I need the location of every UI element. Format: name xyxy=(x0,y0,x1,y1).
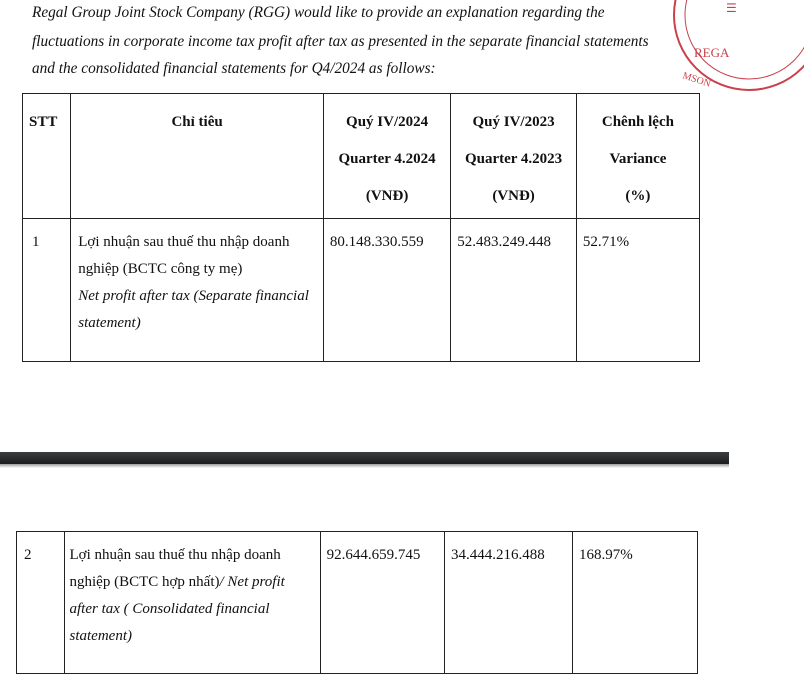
header-chi-tieu: Chỉ tiêu xyxy=(71,94,324,219)
row-2-label-vi: Lợi nhuận sau thuế thu nhập doanh nghiệp (BCTC hợp nhất) xyxy=(69,547,281,590)
header-quarter-2024 xyxy=(323,94,450,219)
company-seal-stamp xyxy=(654,0,804,90)
seal-text-bottom: MSON xyxy=(681,70,712,90)
row-1-label-en: Net profit after tax (Separate financial statement) xyxy=(78,288,309,331)
header-quarter-2023 xyxy=(451,94,577,219)
header-q2023-unit: (VNĐ) xyxy=(492,188,535,204)
table-row xyxy=(23,219,700,362)
header-q2024-vi: Quý IV/2024 xyxy=(346,114,429,130)
profit-table-part-1 xyxy=(22,93,700,362)
row-2-q2023: 34.444.216.488 xyxy=(444,532,572,674)
row-2-stt: 2 xyxy=(17,532,65,674)
header-q2024-unit: (VNĐ) xyxy=(365,188,409,204)
header-q2023-vi: Quý IV/2023 xyxy=(472,114,555,130)
row-1-q2023: 52.483.249.448 xyxy=(451,219,577,362)
header-variance xyxy=(576,94,699,219)
row-1-label-vi: Lợi nhuận sau thuế thu nhập doanh nghiệp (BCTC công ty mẹ) xyxy=(78,234,290,277)
table-header-row xyxy=(23,94,700,219)
intro-line-1: Regal Group Joint Stock Company (RGG) would like to provide an explanation regarding the xyxy=(32,4,605,21)
row-1-q2024: 80.148.330.559 xyxy=(323,219,450,362)
header-q2023-en: Quarter 4.2023 xyxy=(464,151,563,167)
header-stt: STT xyxy=(23,94,71,219)
header-var-en: Variance xyxy=(609,151,667,167)
row-2-q2024: 92.644.659.745 xyxy=(320,532,444,674)
page-break-divider xyxy=(0,452,729,464)
row-2-label xyxy=(64,532,320,674)
header-q2024-en: Quarter 4.2024 xyxy=(338,151,436,167)
header-var-vi: Chênh lệch xyxy=(601,114,674,130)
profit-table-part-2 xyxy=(16,531,698,674)
intro-line-2: fluctuations in corporate income tax profit after tax as presented in the separate financial statements xyxy=(32,33,649,50)
row-2-label-en: / Net profit after tax ( Consolidated financial statement) xyxy=(69,574,285,644)
row-1-stt: 1 xyxy=(23,219,71,362)
intro-line-3: and the consolidated financial statements for Q4/2024 as follows: xyxy=(32,60,436,77)
row-2-variance: 168.97% xyxy=(572,532,697,674)
seal-text-regal: REGA xyxy=(694,45,730,60)
row-1-variance: 52.71% xyxy=(576,219,699,362)
header-var-unit: (%) xyxy=(625,188,651,204)
row-1-label xyxy=(71,219,324,362)
table-row xyxy=(17,532,698,674)
svg-text:☰: ☰ xyxy=(726,1,737,15)
